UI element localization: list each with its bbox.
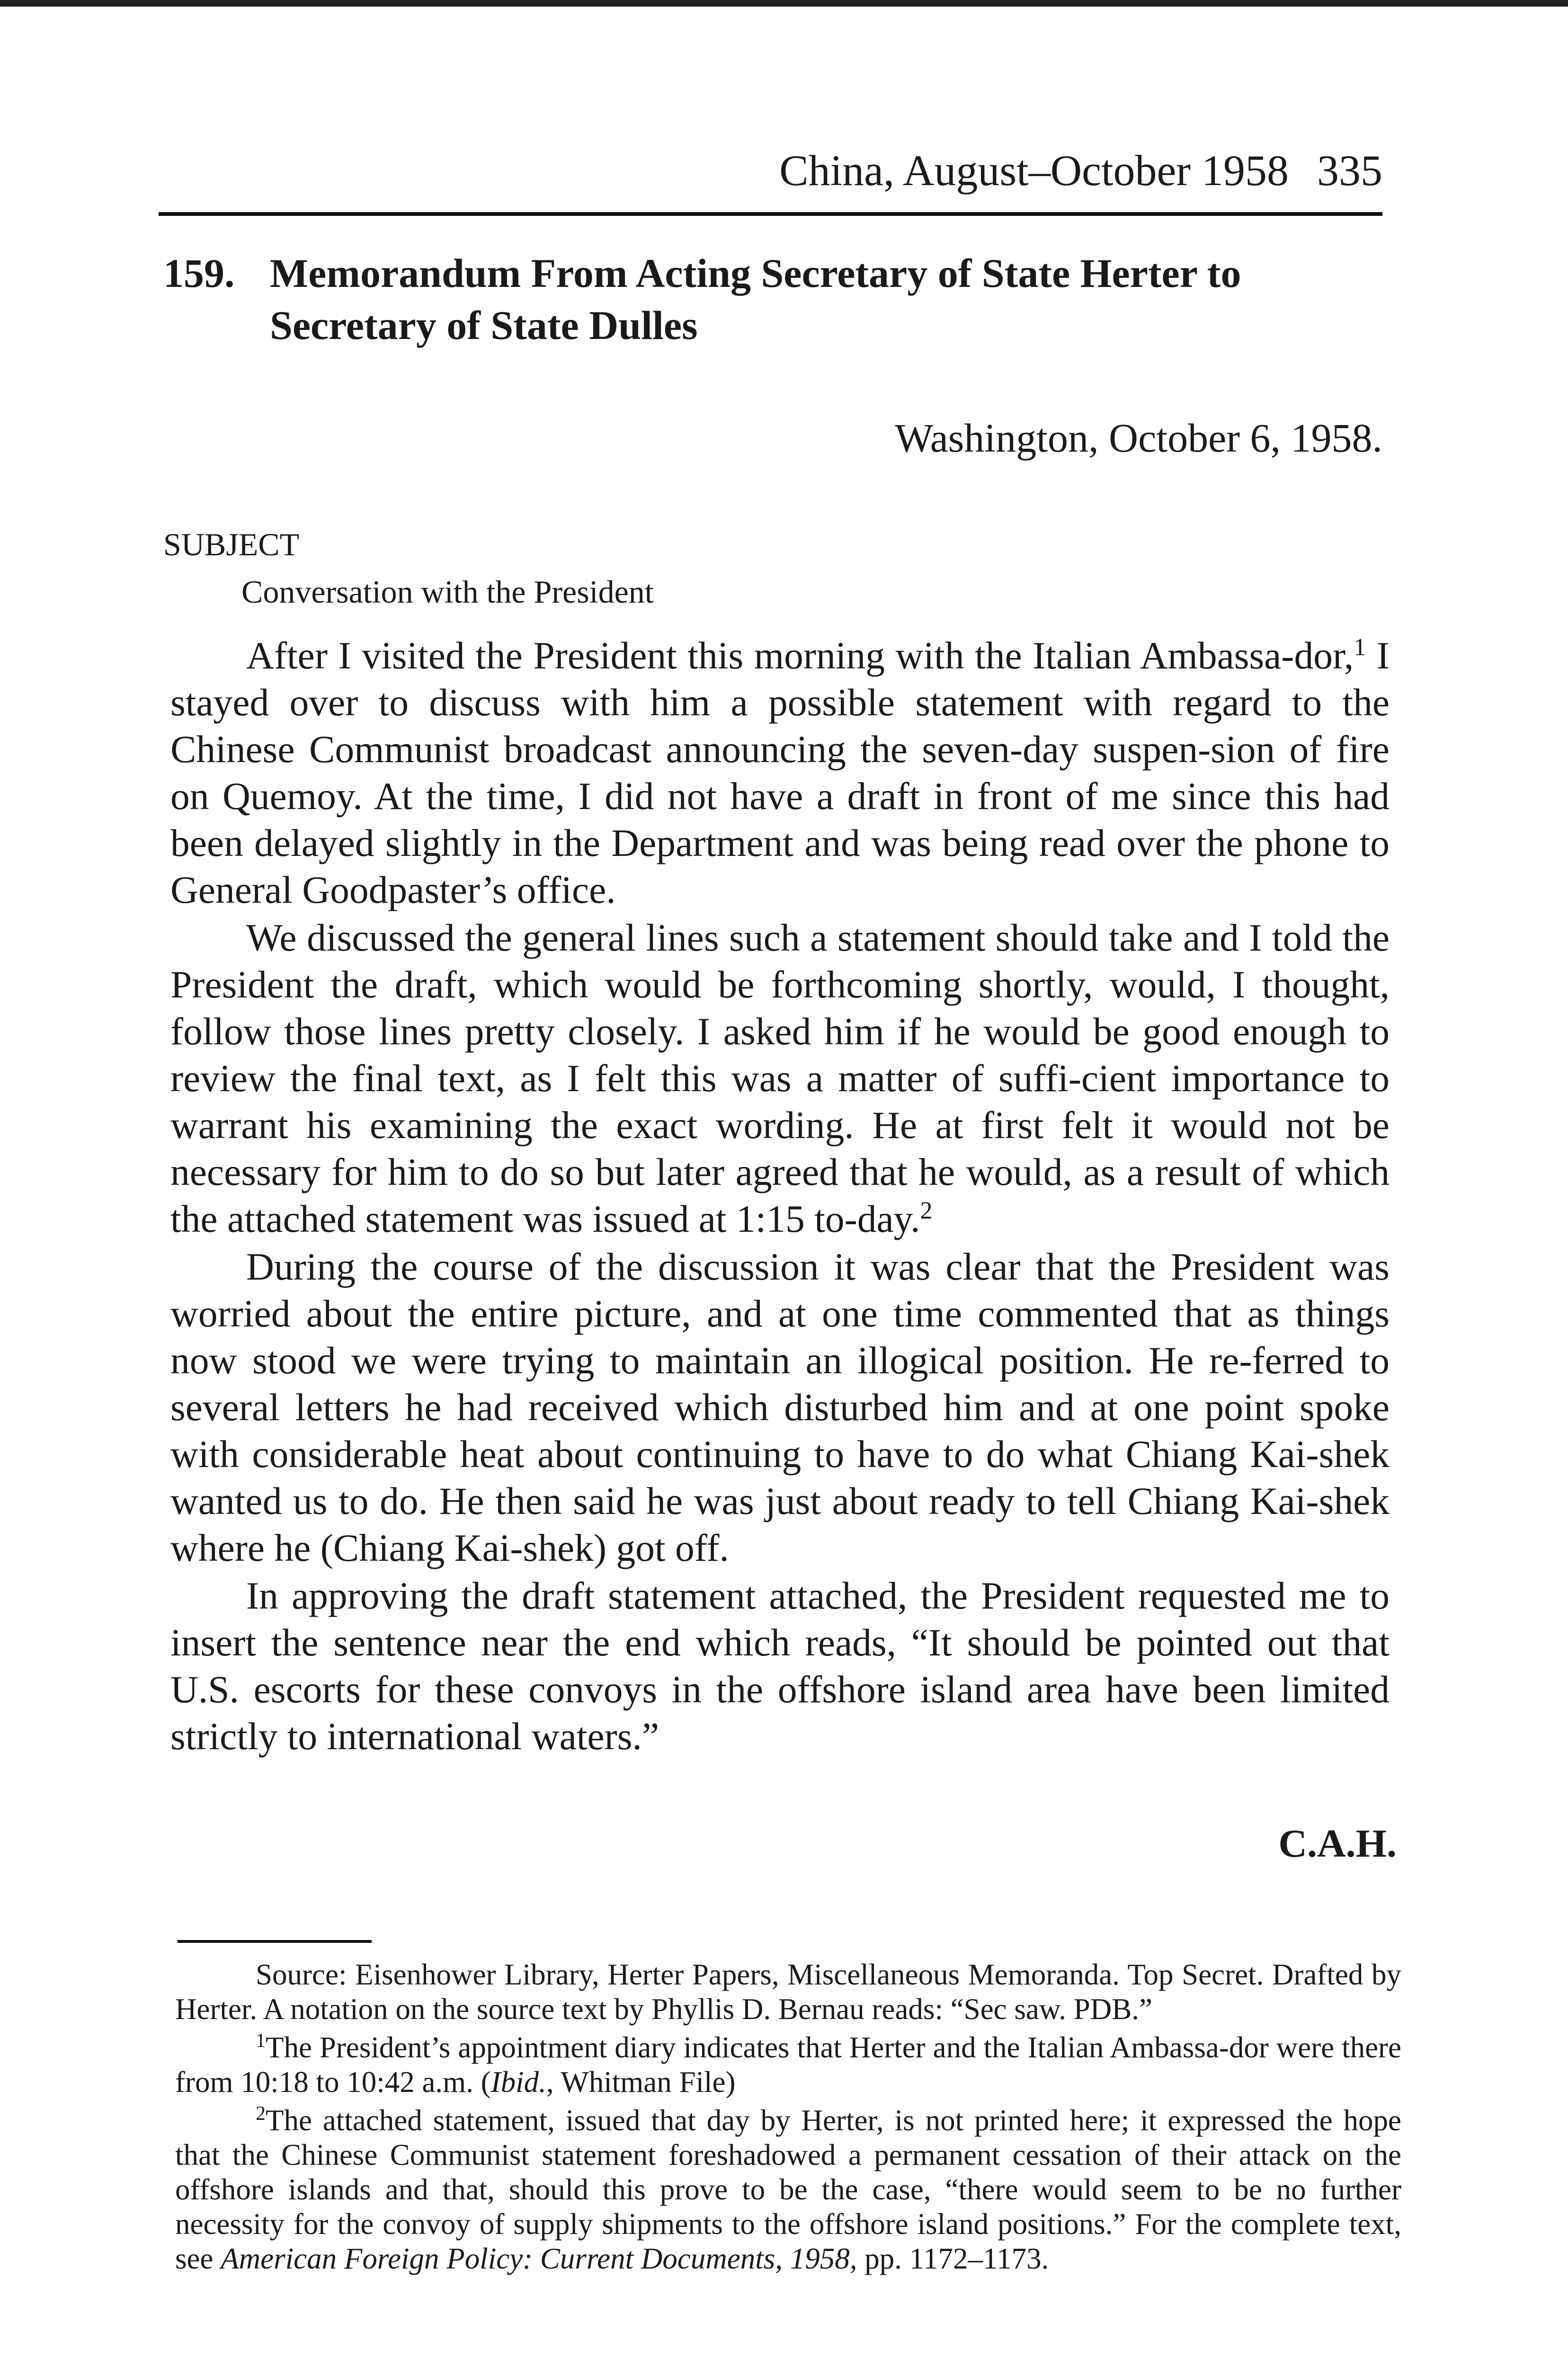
paragraph-3: During the course of the discussion it was clear that the President was worried about the entire picture, and at one time commented that as things now stood we were trying to maintain an illogical position. He re-ferred to several letters he had received which disturbed him and at one point spoke with considerable heat about continuing to have to do what Chiang Kai-shek wanted us to do. He then said he was just about ready to tell Chiang Kai-shek where he (Chiang Kai-shek) got off. (170, 1245, 1390, 1569)
footnote-2-number: 2 (256, 2103, 266, 2125)
running-header (159, 144, 1382, 196)
footnote-ref-2: 2 (920, 1197, 933, 1224)
paragraph-2 (170, 914, 1390, 1242)
header-rule (159, 212, 1382, 216)
document-title: Memorandum From Acting Secretary of State Herter to Secretary of State Dulles (270, 250, 1241, 348)
footnote-1-number: 1 (256, 2030, 266, 2052)
page-number: 335 (1317, 146, 1382, 195)
footnote-2 (175, 2103, 1401, 2276)
document-number: 159. (163, 250, 235, 296)
footnote-1-text-b: , Whitman File) (546, 2065, 736, 2099)
footnotes (175, 1958, 1401, 2280)
footnote-rule (178, 1940, 372, 1943)
memo-body (170, 632, 1390, 1761)
footnote-ref-1: 1 (1354, 633, 1366, 661)
footnote-1 (175, 2030, 1401, 2100)
paragraph-1 (170, 632, 1390, 913)
running-title: China, August–October 1958 (779, 146, 1289, 195)
footnote-2-text-a: The attached statement, issued that day by Herter, is not printed here; it expressed the hope that the Chinese Communist statement foreshadowed a permanent cessation of their attack on the offshore islands and that, should this prove to be the case, “there would seem to be no further necessity for the convoy of supply shipments to the offshore island positions.” For the complete text, see (175, 2104, 1401, 2275)
footnote-1-text-a: The President’s appointment diary indicates that Herter and the Italian Ambassa-dor were there from 10:18 to 10:42 a.m. ( (175, 2031, 1401, 2099)
subject-label: SUBJECT (163, 526, 300, 562)
paragraph-4: In approving the draft statement attached, the President requested me to insert the sentence near the end which reads, “It should be pointed out that U.S. escorts for these convoys in the offshore island area have been limited strictly to international waters.” (170, 1574, 1390, 1758)
footnote-source: Source: Eisenhower Library, Herter Papers, Miscellaneous Memoranda. Top Secret. Drafted by Herter. A notation on the source text by Phyllis D. Bernau reads: “Sec saw. PDB.” (175, 1958, 1401, 2026)
scan-top-edge (0, 0, 1568, 7)
document-heading (163, 247, 1300, 351)
footnote-1-ibid: Ibid. (490, 2065, 546, 2099)
footnote-2-citation: American Foreign Policy: Current Documents, 1958, (221, 2242, 857, 2275)
signature-initials: C.A.H. (1278, 1822, 1397, 1866)
paragraph-1-text-b: I stayed over to discuss with him a possible statement with regard to the Chinese Communist broadcast announcing the seven-day suspen-sion of fire on Quemoy. At the time, I did not have a draft in front of me since this had been delayed slightly in the Department and was being read over the phone to General Goodpaster’s office. (170, 634, 1390, 911)
subject-text: Conversation with the President (241, 574, 654, 610)
footnote-2-text-b: pp. 1172–1173. (857, 2242, 1049, 2275)
paragraph-1-text-a: After I visited the President this morning with the Italian Ambassa-dor, (246, 634, 1354, 677)
paragraph-2-text: We discussed the general lines such a statement should take and I told the President the draft, which would be forthcoming shortly, would, I thought, follow those lines pretty closely. I asked him if he would be good enough to review the final text, as I felt this was a matter of suffi-cient importance to warrant his examining the exact wording. He at first felt it would not be necessary for him to do so but later agreed that he would, as a result of which the attached statement was issued at 1:15 to-day. (170, 916, 1390, 1240)
dateline: Washington, October 6, 1958. (895, 415, 1382, 461)
